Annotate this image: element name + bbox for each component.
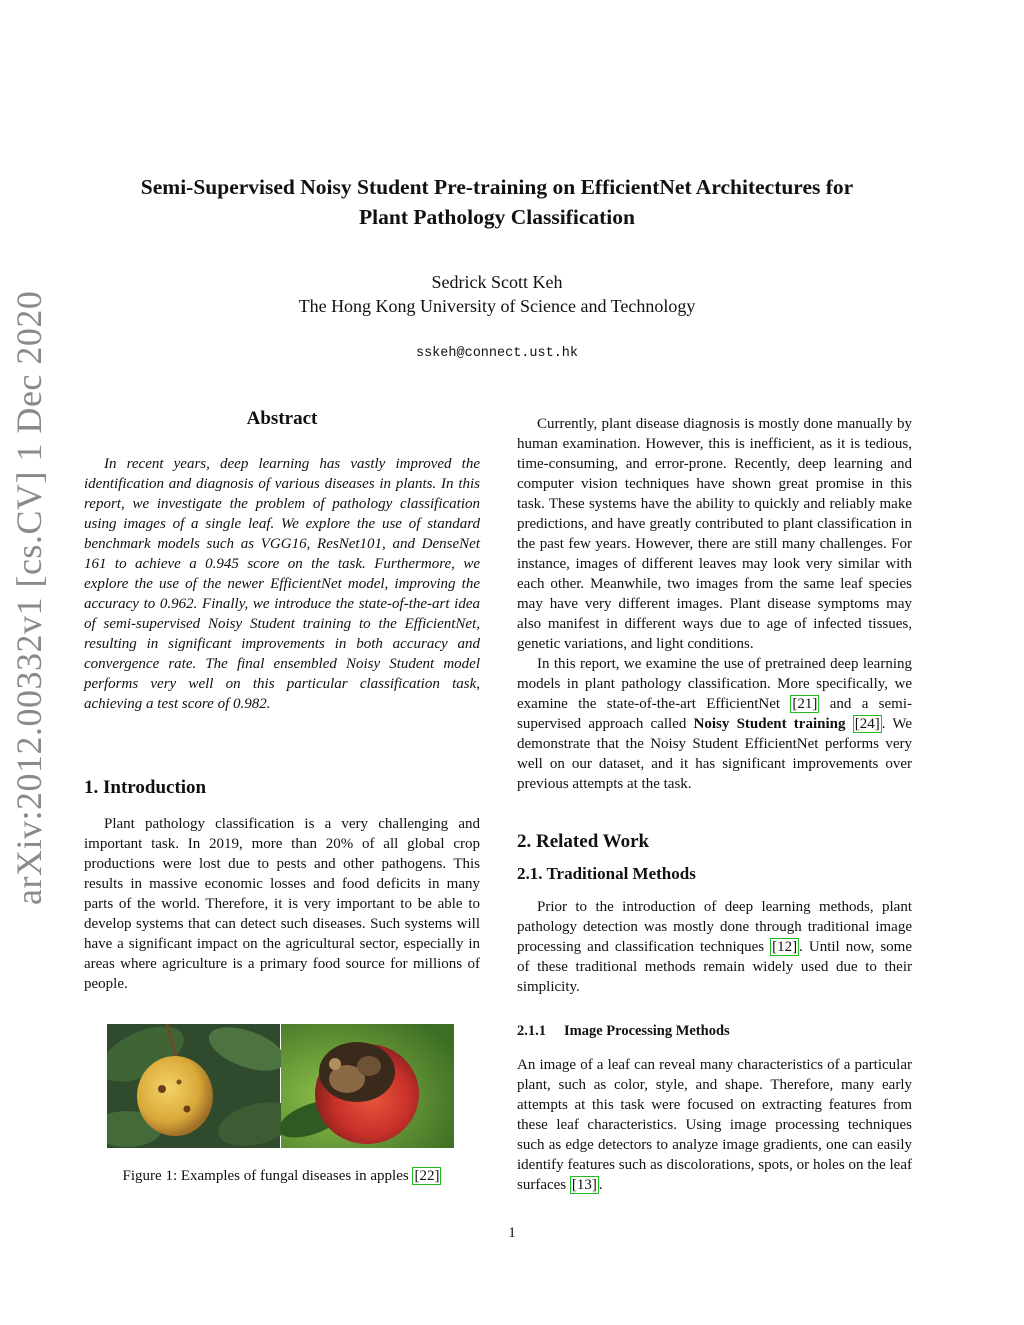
paragraph-image-processing: An image of a leaf can reveal many characteristics of a particular plant, such as color, style, and shape. Therefore, many early attempts at this task were focused on extracting features from these leaf characteristics. Using image processing techniques such as edge detectors to analyze image gradients, one can easily identify features such as discolorations, spots, or holes on the leaf surfaces [13] .	[517, 1057, 912, 1193]
intro-paragraph: Plant pathology classification is a very challenging and important task. In 2019, more than 20% of all global crop productions were lost due to pests and other pathogens. This results in massive economic losses and food deficits in many parts of the world. Therefore, it is very important to be able to develop systems that can detect such diseases. Such systems will have a significant impact on the agricultural sector, especially in areas where agriculture is a primary food source for millions of people.	[84, 816, 480, 992]
author-email: sskeh@connect.ust.hk	[415, 346, 579, 361]
abstract-heading: Abstract	[246, 408, 318, 429]
citation-link[interactable]: [24]	[854, 716, 880, 732]
traditional-methods-heading: 2.1. Traditional Methods	[517, 864, 696, 883]
intro-body	[84, 814, 480, 994]
citation-link[interactable]: [22]	[414, 1168, 440, 1184]
page-number: 1	[508, 1225, 516, 1241]
paragraph-traditional: Prior to the introduction of deep learning methods, plant pathology detection was mostly done through traditional image processing and classification techniques [12] . Until now, some of these traditional methods remain widely used due to their simplicity.	[517, 899, 912, 995]
image-processing-body	[517, 1055, 912, 1195]
figure-caption: Figure 1: Examples of fungal diseases in apples [22]	[122, 1168, 440, 1184]
image-processing-heading: 2.1.1 Image Processing Methods	[517, 1023, 730, 1039]
author-block	[60, 270, 934, 318]
traditional-methods-body	[517, 897, 912, 997]
author-name: Sedrick Scott Keh	[431, 272, 563, 292]
citation-link[interactable]: [13]	[571, 1177, 597, 1193]
right-column-body	[517, 414, 912, 794]
abstract-text: In recent years, deep learning has vastly improved the identification and diagnosis of various diseases in plants. In this report, we investigate the problem of pathology classification using images of a single leaf. We explore the use of standard benchmark models such as VGG16, ResNet101, and DenseNet 161 to achieve a 0.945 score on the task. Furthermore, we explore the use of the newer EfficientNet model, improving the accuracy to 0.962. Finally, we introduce the state-of-the-art idea of semi-supervised Noisy Student training to the EfficientNet, resulting in significant improvements in both accuracy and convergence rate. The final ensembled Noisy Student model performs very well on this particular classification task, achieving a test score of 0.982.	[84, 456, 480, 712]
citation-link[interactable]: [21]	[792, 696, 818, 712]
arxiv-watermark: arXiv:2012.00332v1 [cs.CV] 1 Dec 2020	[9, 290, 49, 905]
title-line-1: Semi-Supervised Noisy Student Pre-training on EfficientNet Architectures for	[140, 175, 854, 199]
intro-heading: 1. Introduction	[84, 777, 207, 798]
related-work-heading: 2. Related Work	[517, 831, 650, 852]
paragraph-contribution: In this report, we examine the use of pretrained deep learning models in plant pathology classification. More specifically, we examine the state-of-the-art EfficientNet [21] and a semi-supervised approach called Noisy Student training [24] . We demonstrate that the Noisy Student EfficientNet performs very well on our dataset, and it has significant improvements over previous attempts at the task.	[517, 656, 913, 792]
figure-apples	[107, 1024, 454, 1148]
citation-link[interactable]: [12]	[772, 939, 798, 955]
apple-photos	[107, 1024, 454, 1148]
paragraph-motivation: Currently, plant disease diagnosis is mostly done manually by human examination. However, this is inefficient, as it is tedious, time-consuming, and error-prone. Recently, deep learning and computer vision techniques have shown great promise in this task. These systems have the ability to quickly and reliably make predictions, and have greatly contributed to plant classification in the past few years. However, there are still many challenges. For instance, images of different leaves may look very similar with each other. Meanwhile, two images from the same leaf species may have very different images. Plant disease symptoms may also manifest in different ways due to age of infected tissues, genetic variations, and light conditions.	[517, 416, 912, 652]
abstract-body	[84, 454, 480, 714]
paper-title	[60, 172, 934, 232]
author-affiliation: The Hong Kong University of Science and Technology	[298, 296, 696, 316]
title-line-2: Plant Pathology Classification	[359, 205, 635, 229]
